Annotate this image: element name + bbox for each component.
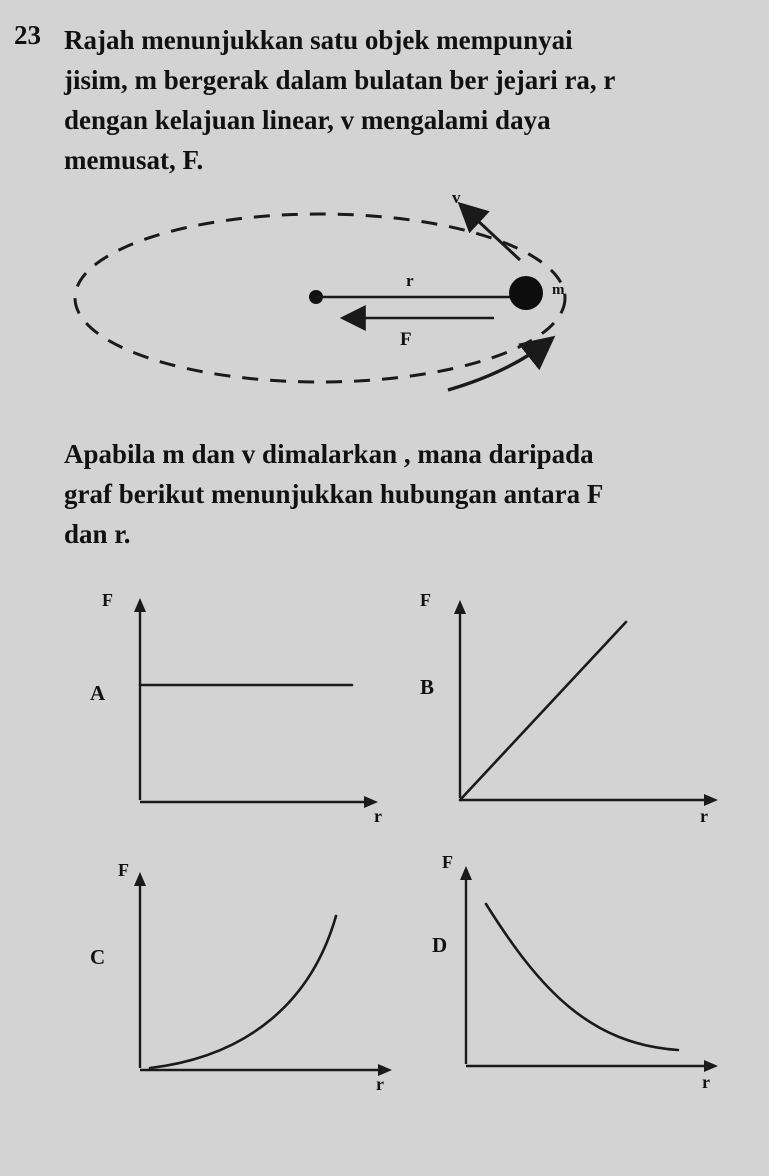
graph-d-y-label: F	[442, 852, 453, 872]
graph-c-x-label: r	[376, 1074, 384, 1094]
stem-line: jisim, m bergerak dalam bulatan ber jejari ra, r	[64, 65, 616, 95]
graph-a-x-label: r	[374, 806, 382, 826]
graph-b-curve	[460, 622, 626, 800]
graph-c-y-label: F	[118, 860, 129, 880]
question-prompt	[64, 434, 704, 554]
graph-option-c	[90, 860, 392, 1094]
graph-b-letter: B	[420, 675, 435, 699]
graph-option-d	[432, 852, 718, 1092]
stem-line: memusat, F.	[64, 145, 204, 175]
circular-motion-diagram	[75, 188, 565, 390]
mass-label: m	[552, 282, 565, 298]
prompt-line: dan r.	[64, 519, 131, 549]
graph-a-y-label: F	[102, 590, 113, 610]
graph-a-letter: A	[90, 681, 106, 705]
stem-line: dengan kelajuan linear, v mengalami daya	[64, 105, 551, 135]
graph-d-x-label: r	[702, 1072, 710, 1092]
graph-option-b	[420, 590, 718, 826]
graph-option-a	[90, 590, 382, 826]
question-number: 23	[14, 20, 41, 50]
graph-d-curve	[486, 904, 678, 1050]
velocity-label: v	[452, 188, 461, 207]
graph-b-y-label: F	[420, 590, 431, 610]
graph-c-letter: C	[90, 945, 106, 969]
mass-object	[509, 276, 543, 310]
graph-d-letter: D	[432, 933, 448, 957]
prompt-line: Apabila m dan v dimalarkan , mana daripada	[64, 439, 594, 469]
prompt-line: graf berikut menunjukkan hubungan antara F	[64, 479, 604, 509]
graph-c-curve	[150, 916, 336, 1068]
velocity-arrow	[462, 206, 520, 260]
radius-label: r	[406, 271, 414, 290]
motion-direction-arrow	[448, 340, 550, 390]
graph-b-x-label: r	[700, 806, 708, 826]
force-label: F	[400, 329, 412, 350]
stem-line: Rajah menunjukkan satu objek mempunyai	[64, 25, 573, 55]
